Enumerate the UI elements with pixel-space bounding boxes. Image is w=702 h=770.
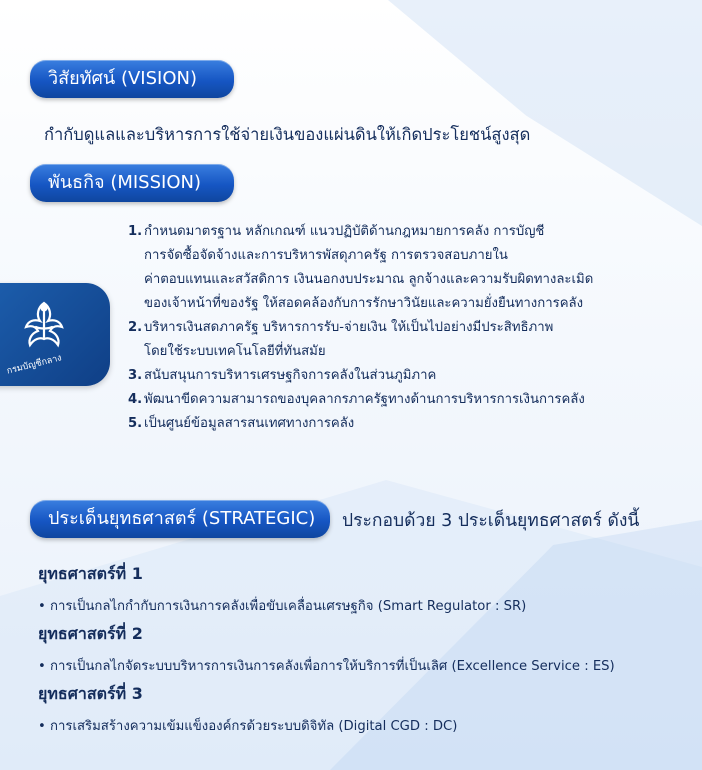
- logo-text: กรมบัญชีกลาง: [5, 353, 63, 377]
- strategy-description: • การเป็นกลไกกำกับการเงินการคลังเพื่อขับเคลื่อนเศรษฐกิจ (Smart Regulator : SR): [38, 599, 527, 614]
- mission-line: เป็นศูนย์ข้อมูลสารสนเทศทางการคลัง: [144, 416, 355, 431]
- strategy-title: ยุทธศาสตร์ที่ 2: [38, 624, 143, 643]
- strategic-heading: ประเด็นยุทธศาสตร์ (STRATEGIC): [30, 500, 330, 538]
- mission-item: [128, 316, 593, 364]
- mission-item: [128, 412, 593, 436]
- strategy-title: ยุทธศาสตร์ที่ 1: [38, 564, 143, 583]
- mission-item: [128, 220, 593, 316]
- strategy-description: • การเป็นกลไกจัดระบบบริหารการเงินการคลังเพื่อการให้บริการที่เป็นเลิศ (Excellence Service : ES): [38, 659, 615, 674]
- mission-number: 1.: [128, 224, 143, 239]
- mission-line: ของเจ้าหน้าที่ของรัฐ ให้สอดคล้องกับการรักษาวินัยและความยั่งยืนทางการคลัง: [144, 296, 584, 311]
- mission-list: [128, 220, 593, 436]
- strategy-item: [38, 622, 615, 676]
- mission-line: สนับสนุนการบริหารเศรษฐกิจการคลังในส่วนภูมิภาค: [144, 368, 437, 383]
- mission-number: 4.: [128, 392, 143, 407]
- mission-line: ค่าตอบแทนและสวัสดิการ เงินนอกงบประมาณ ลูกจ้างและความรับผิดทางละเมิด: [144, 272, 594, 287]
- strategy-item: [38, 682, 457, 736]
- garuda-emblem-icon: [18, 297, 70, 357]
- department-logo: [0, 283, 110, 386]
- mission-line: กำหนดมาตรฐาน หลักเกณฑ์ แนวปฏิบัติด้านกฎหมายการคลัง การบัญชี: [144, 224, 545, 239]
- mission-line: โดยใช้ระบบเทคโนโลยีที่ทันสมัย: [144, 344, 326, 359]
- mission-number: 2.: [128, 320, 143, 335]
- mission-item: [128, 388, 593, 412]
- mission-number: 5.: [128, 416, 143, 431]
- mission-number: 3.: [128, 368, 143, 383]
- mission-heading: พันธกิจ (MISSION): [30, 164, 234, 202]
- strategy-title: ยุทธศาสตร์ที่ 3: [38, 684, 143, 703]
- strategy-description: • การเสริมสร้างความเข้มแข็งองค์กรด้วยระบบดิจิทัล (Digital CGD : DC): [38, 719, 458, 734]
- vision-heading: วิสัยทัศน์ (VISION): [30, 60, 234, 98]
- vision-text: กำกับดูแลและบริหารการใช้จ่ายเงินของแผ่นดินให้เกิดประโยชน์สูงสุด: [44, 125, 531, 144]
- mission-item: [128, 364, 593, 388]
- strategic-intro: ประกอบด้วย 3 ประเด็นยุทธศาสตร์ ดังนี้: [342, 511, 640, 531]
- mission-line: บริหารเงินสดภาครัฐ บริหารการรับ-จ่ายเงิน ให้เป็นไปอย่างมีประสิทธิภาพ: [144, 320, 554, 335]
- mission-line: พัฒนาขีดความสามารถของบุคลากรภาครัฐทางด้านการบริหารการเงินการคลัง: [144, 392, 585, 407]
- strategy-item: [38, 562, 526, 616]
- mission-line: การจัดซื้อจัดจ้างและการบริหารพัสดุภาครัฐ การตรวจสอบภายใน: [144, 248, 508, 263]
